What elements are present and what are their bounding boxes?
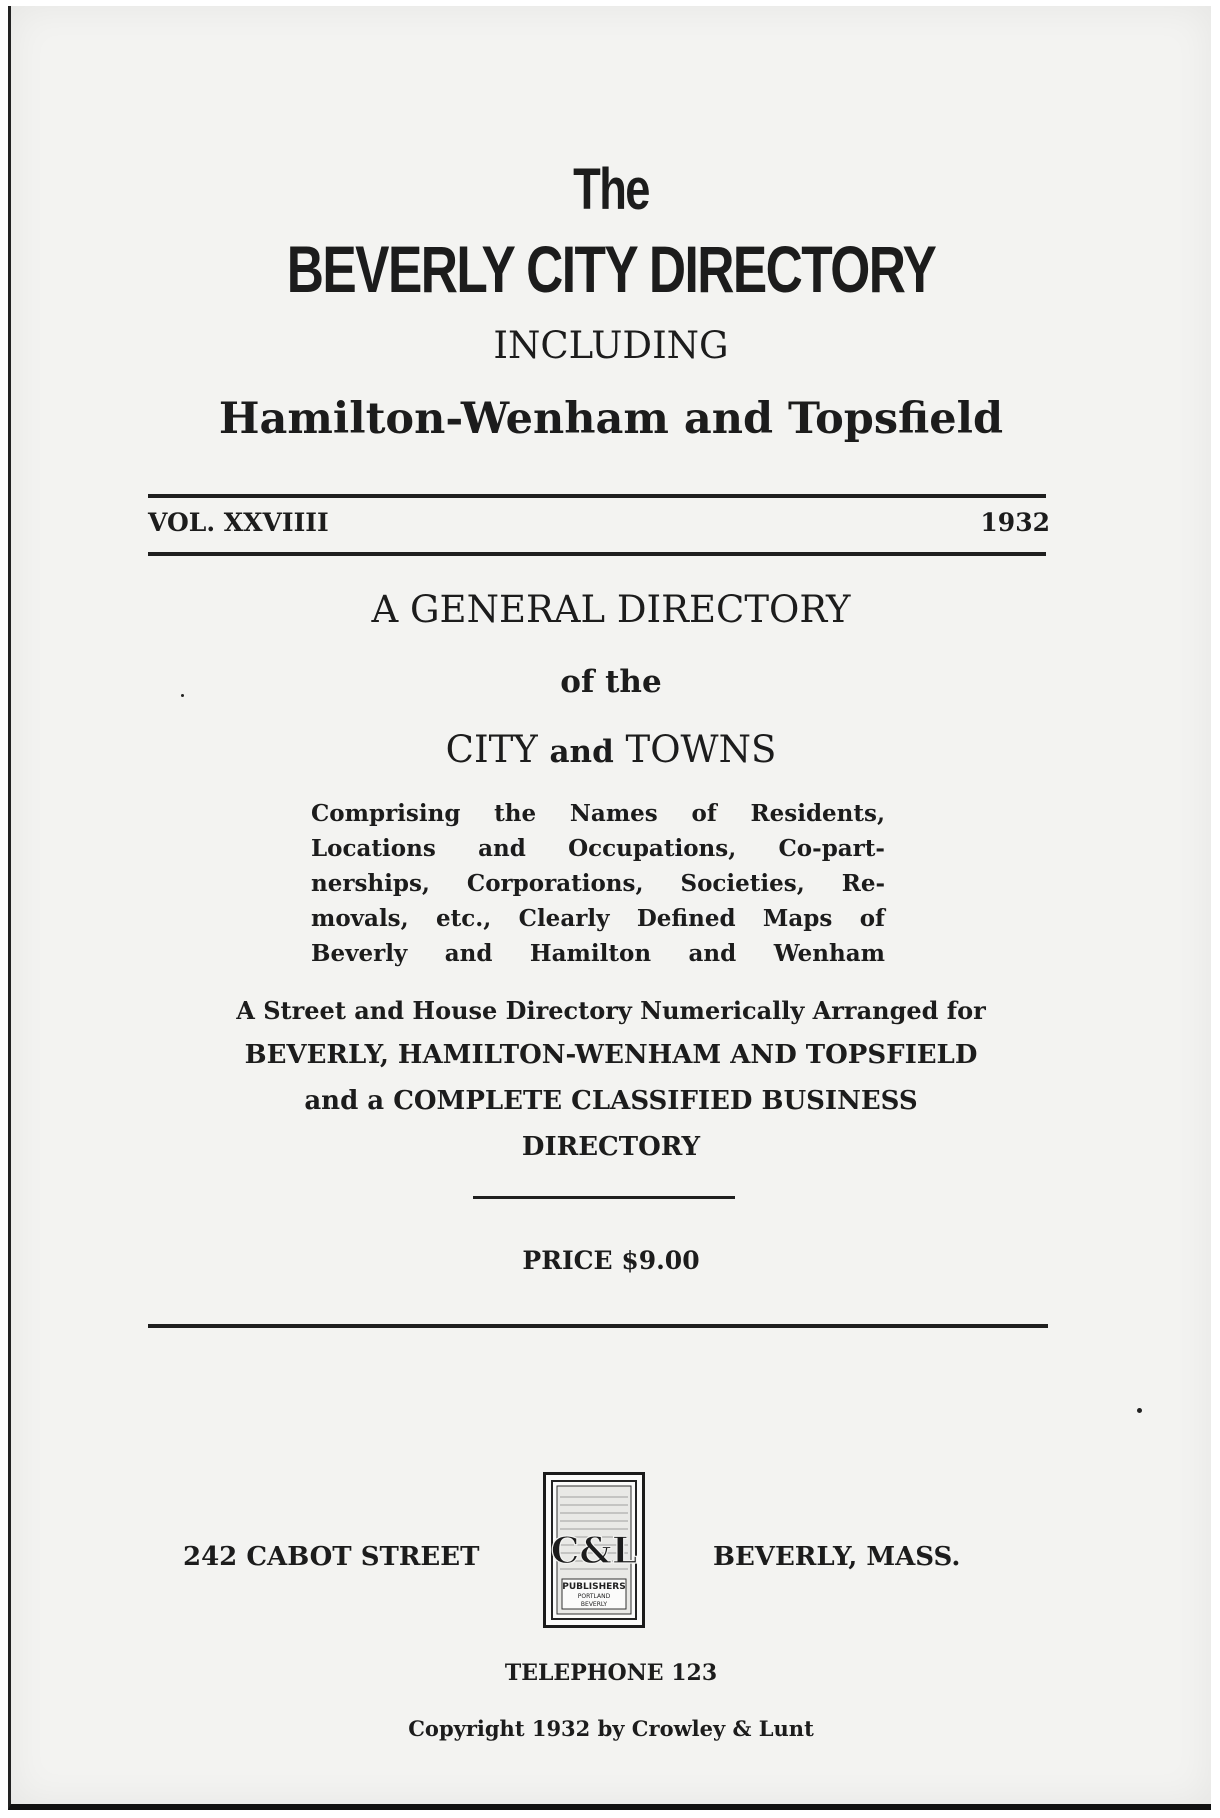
comprising-word: nerships,	[311, 870, 430, 897]
comprising-line	[311, 796, 885, 831]
logo-text-line: BEVERLY	[580, 1601, 608, 1608]
comprising-word: and	[688, 940, 737, 967]
volume-label: VOL. XXVIIII	[148, 508, 329, 537]
comprising-word: Comprising	[311, 800, 461, 827]
paper-speck	[1137, 1408, 1142, 1413]
classified-business-line: and a COMPLETE CLASSIFIED BUSINESS	[304, 1086, 918, 1116]
comprising-line	[311, 901, 885, 936]
publisher-logo	[543, 1472, 645, 1628]
comprising-word: and	[444, 940, 493, 967]
short-rule	[473, 1196, 735, 1199]
comprising-word: Names	[569, 800, 658, 827]
comprising-word: the	[494, 800, 537, 827]
comprising-line	[311, 866, 885, 901]
comprising-word: Residents,	[750, 800, 885, 827]
price-text: PRICE $9.00	[522, 1246, 700, 1275]
comprising-word: movals,	[311, 905, 409, 932]
volume-rule	[148, 552, 1046, 556]
logo-text-line: PORTLAND	[577, 1593, 611, 1600]
bottom-rule	[148, 1324, 1048, 1328]
comprising-word: Locations	[311, 835, 436, 862]
volume-year: 1932	[980, 508, 1050, 537]
comprising-word: Occupations,	[568, 835, 737, 862]
towns-list-line: BEVERLY, HAMILTON-WENHAM AND TOPSFIELD	[244, 1040, 978, 1070]
city-and-towns-heading	[11, 728, 1211, 771]
comprising-word: Beverly	[311, 940, 408, 967]
logo-text-line: PUBLISHERS	[562, 1582, 626, 1592]
comprising-word: Corporations,	[466, 870, 644, 897]
title-the: The	[573, 157, 649, 222]
page-title: BEVERLY CITY DIRECTORY	[286, 232, 936, 306]
comprising-word: of	[691, 800, 717, 827]
publisher-address: 242 CABOT STREET	[183, 1542, 480, 1572]
city-word: CITY	[445, 728, 538, 771]
directory-title-page	[8, 6, 1211, 1810]
towns-word: TOWNS	[625, 728, 777, 771]
of-the-text: of the	[560, 664, 662, 700]
comprising-line	[311, 936, 885, 971]
publisher-logo-svg	[546, 1475, 642, 1625]
including-heading: INCLUDING	[493, 324, 729, 367]
top-rule	[148, 494, 1046, 498]
comprising-word: of	[859, 905, 885, 932]
towns-subtitle: Hamilton-Wenham and Topsfield	[218, 394, 1004, 444]
comprising-word: Co-part-	[778, 835, 885, 862]
comprising-word: etc.,	[436, 905, 492, 932]
paper-speck	[181, 694, 184, 697]
publisher-city: BEVERLY, MASS.	[713, 1542, 961, 1572]
comprising-word: Hamilton	[529, 940, 652, 967]
comprising-line	[311, 831, 885, 866]
comprising-word: Clearly	[518, 905, 610, 932]
directory-word-line: DIRECTORY	[521, 1132, 701, 1162]
comprising-paragraph	[311, 796, 885, 971]
comprising-word: Wenham	[773, 940, 885, 967]
general-directory-heading: A GENERAL DIRECTORY	[371, 588, 851, 631]
comprising-word: Re-	[841, 870, 885, 897]
comprising-word: Defined	[636, 905, 736, 932]
telephone-text: TELEPHONE 123	[504, 1660, 718, 1686]
logo-monogram: C&L	[550, 1530, 638, 1572]
copyright-text: Copyright 1932 by Crowley & Lunt	[408, 1716, 814, 1741]
comprising-word: Societies,	[680, 870, 805, 897]
comprising-word: and	[478, 835, 526, 862]
street-directory-line: A Street and House Directory Numerically Arranged for	[236, 996, 986, 1025]
and-word: and	[549, 734, 614, 770]
comprising-word: Maps	[762, 905, 833, 932]
